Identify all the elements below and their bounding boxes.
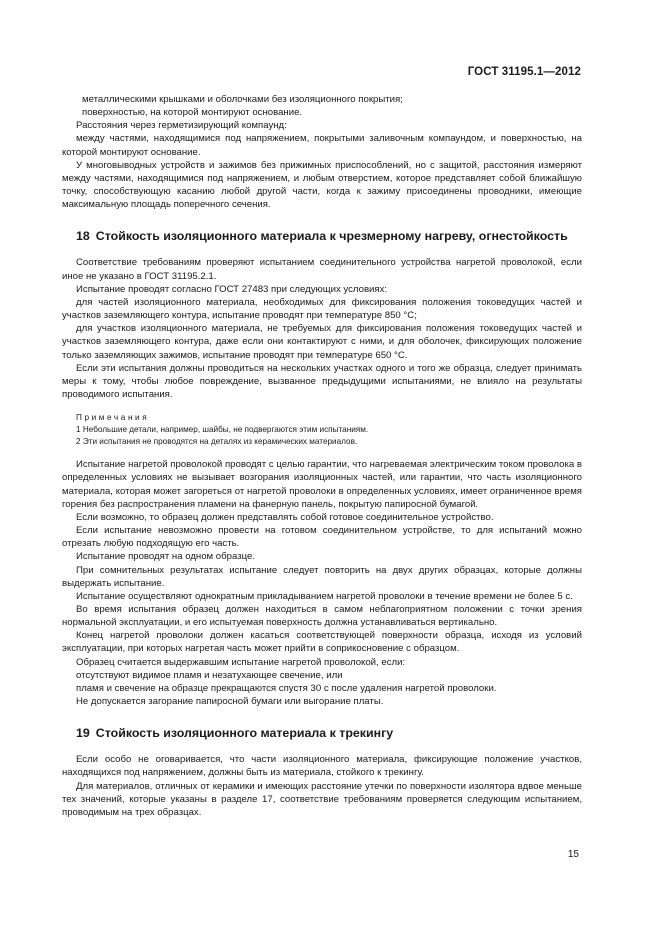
paragraph: Расстояния через герметизирующий компаунд: [76, 120, 287, 132]
section-title: Стойкость изоляционного материала к трекингу [95, 726, 394, 741]
paragraph: Не допускается загорание папиросной бумаги или выгорание платы. [76, 696, 384, 708]
section-number: 19 [76, 726, 90, 741]
note: 2 Эти испытания не проводятся на деталях из керамических материалов. [76, 437, 358, 447]
paragraph: для частей изоляционного материала, необходимых для фиксирования положения токоведущих частей и участков заземляющего контура, испытание проводят при температуре 850 °С; [62, 296, 582, 322]
paragraph: металлическими крышками и оболочками без изоляционного покрытия; [82, 94, 403, 105]
paragraph: Во время испытания образец должен находиться в самом неблагоприятном положении с точки зрения нормальной эксплуатации, и его испытуемая поверхность должна устанавливаться вертикально. [62, 604, 582, 629]
paragraph: Конец нагретой проволоки должен касаться соответствующей поверхности образца, исходя из условий эксплуатации, при которых нагретая часть может прийти в соприкосновение с образцом. [62, 630, 582, 655]
paragraph: Образец считается выдержавшим испытание нагретой проволокой, если: [76, 656, 406, 668]
paragraph: Испытание осуществляют однократным прикладыванием нагретой проволоки в течение времени не более 5 с. [76, 590, 573, 602]
paragraph: поверхностью, на которой монтируют основание. [82, 107, 303, 119]
paragraph: Соответствие требованиям проверяют испытанием соединительного устройства нагретой проволокой, если иное не указано в ГОСТ 31195.2.1. [62, 257, 582, 282]
paragraph: Испытание проводят согласно ГОСТ 27483 при следующих условиях: [76, 283, 388, 295]
page-number: 15 [567, 849, 579, 860]
paragraph: При сомнительных результатах испытание следует повторить на двух других образцах, которые должны выдержать испытание. [62, 564, 582, 589]
notes-title: Примечания [76, 413, 150, 423]
standard-header: ГОСТ 31195.1—2012 [467, 66, 581, 78]
note: 1 Небольшие детали, например, шайбы, не подвергаются этим испытаниям. [76, 425, 369, 435]
paragraph: Для материалов, отличных от керамики и имеющих расстояние утечки по поверхности изолятора вдвое меньше тех значений, которые указаны в разделе 17, соответствие требованиям проверяется следующим испытанием, проводимым на трех образцах. [62, 780, 582, 818]
paragraph: Если испытание невозможно провести на готовом соединительном устройстве, то для испытаний можно отрезать любую подходящую его часть. [62, 525, 582, 550]
paragraph: Испытание нагретой проволокой проводят с целью гарантии, что нагреваемая электрическим током проволока в определенных условиях не вызывает возгорания изоляционных частей, или гарантии, что часть изоляционного материала, которая может загореться от нагретой проволоки в определенных условиях, имеет ограниченное время горения без распространения пламени на фанерную панель, покрытую папиросной бумагой. [62, 459, 582, 510]
section-title: Стойкость изоляционного материала к чрезмерному нагреву, огнестойкость [95, 229, 568, 244]
paragraph: Если особо не оговаривается, что части изоляционного материала, фиксирующие положение участков, находящихся под напряжением, должны быть из материала, стойкого к трекингу. [62, 754, 582, 779]
paragraph: отсутствуют видимое пламя и незатухающее свечение, или [76, 669, 343, 681]
section-19-heading [62, 725, 582, 741]
paragraph: Если эти испытания должны проводиться на нескольких участках одного и того же образца, следует принимать меры к тому, чтобы любое повреждение, вызванное предыдущими испытаниями, не влияло на результаты проводимого испытания. [62, 362, 582, 400]
paragraph: пламя и свечение на образце прекращаются спустя 30 с после удаления нагретой проволоки. [76, 682, 497, 694]
section-number: 18 [76, 229, 90, 244]
section-18-heading [62, 228, 582, 244]
paragraph: Испытание проводят на одном образце. [76, 551, 255, 563]
paragraph: между частями, находящимися под напряжением, покрытыми заливочным компаундом, и поверхностью, на которой монтируют основание. [62, 133, 582, 158]
page-content [62, 93, 582, 819]
paragraph: Если возможно, то образец должен представлять собой готовое соединительное устройство. [76, 511, 494, 523]
paragraph: У многовыводных устройств и зажимов без прижимных приспособлений, но с защитой, расстояния измеряют между частями, находящимися под напряжением, и любым отверстием, которое представляет собой ближайшую точку, способствующую касанию любой другой части, когда к зажиму присоединены проводники, имеющие максимальную площадь поперечного сечения. [62, 159, 582, 211]
paragraph: для участков изоляционного материала, не требуемых для фиксирования положения токоведущих частей и участков заземляющего контура, даже если они контактируют с ними, и для оболочек, фиксирующих положение только заземляющих зажимов, испытание проводят при температуре 650 °С. [62, 323, 582, 361]
